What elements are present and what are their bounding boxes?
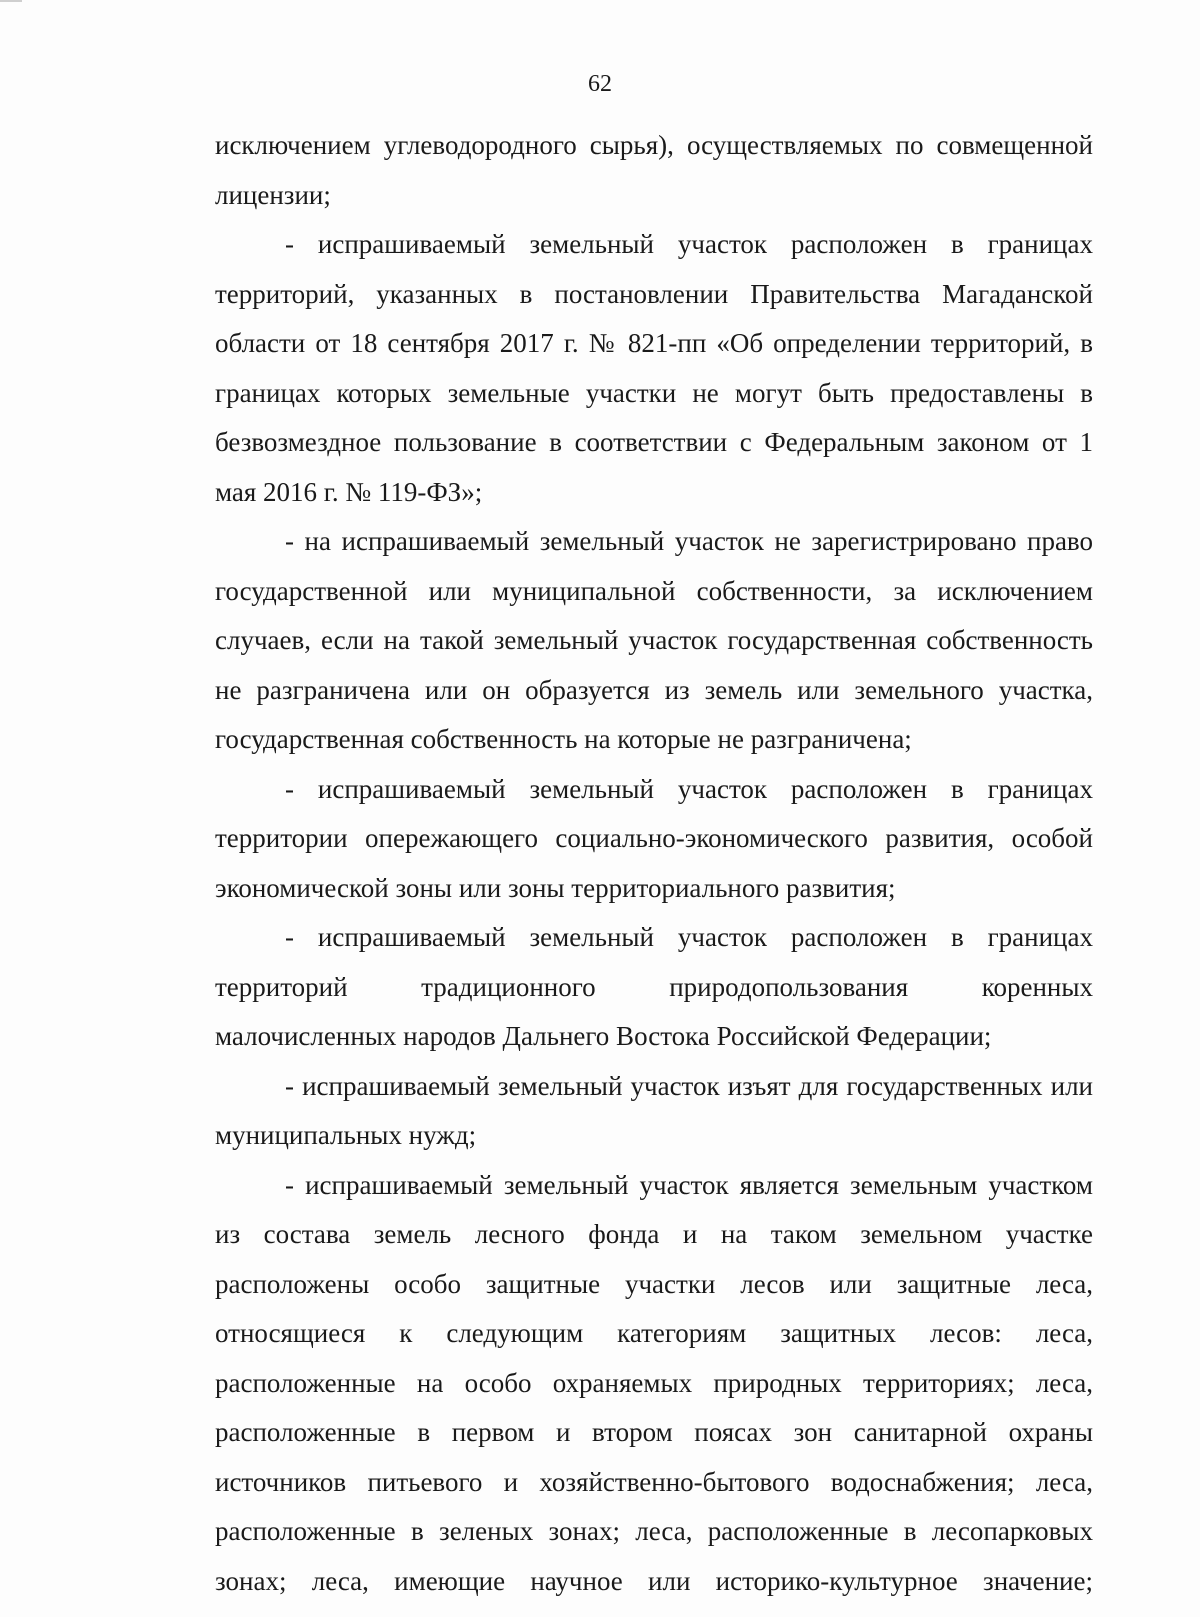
- text-line: муниципальных нужд;: [215, 1120, 477, 1150]
- text-line: территорий, указанных в постановлении Правительства Магаданской: [215, 278, 1093, 309]
- text-line: малочисленных народов Дальнего Востока Российской Федерации;: [215, 1021, 992, 1051]
- text-line: государственная собственность на которые не разграничена;: [215, 724, 912, 754]
- text-line: случаев, если на такой земельный участок государственная собственность: [215, 625, 1093, 655]
- text-line: исключением углеводородного сырья), осуществляемых по совмещенной: [215, 130, 1093, 160]
- text-line: расположенные на особо охраняемых природных территориях; леса,: [215, 1367, 1093, 1398]
- text-line: зонах; леса, имеющие научное или историко-культурное значение;: [215, 1565, 1093, 1596]
- text-line: источников питьевого и хозяйственно-бытового водоснабжения; леса,: [215, 1466, 1093, 1497]
- text-line: не разграничена или он образуется из земель или земельного участка,: [215, 674, 1093, 705]
- text-line: лицензии;: [215, 179, 331, 210]
- text-line: расположенные в зеленых зонах; леса, расположенные в лесопарковых: [215, 1516, 1093, 1546]
- text-line: - испрашиваемый земельный участок изъят для государственных или: [285, 1070, 1093, 1101]
- text-line: территории опережающего социально-экономического развития, особой: [215, 823, 1093, 853]
- text-line: из состава земель лесного фонда и на таком земельном участке: [215, 1219, 1093, 1249]
- text-line: области от 18 сентября 2017 г. № 821-пп «Об определении территорий, в: [215, 328, 1093, 358]
- text-line: границах которых земельные участки не могут быть предоставлены в: [215, 377, 1093, 408]
- text-line: - испрашиваемый земельный участок является земельным участком: [285, 1169, 1093, 1200]
- text-line: - испрашиваемый земельный участок расположен в границах: [285, 773, 1093, 804]
- text-line: - на испрашиваемый земельный участок не зарегистрировано право: [285, 526, 1093, 556]
- text-line: относящиеся к следующим категориям защитных лесов: леса,: [215, 1318, 1093, 1348]
- text-line: - испрашиваемый земельный участок расположен в границах: [285, 922, 1093, 952]
- document-body: [215, 121, 1093, 1606]
- scan-edge-mark: [0, 0, 22, 2]
- text-line: безвозмездное пользование в соответствии с Федеральным законом от 1: [215, 427, 1093, 457]
- text-line: расположенные в первом и втором поясах зон санитарной охраны: [215, 1417, 1093, 1447]
- text-line: расположены особо защитные участки лесов или защитные леса,: [215, 1268, 1093, 1299]
- text-line: - испрашиваемый земельный участок расположен в границах: [285, 229, 1093, 259]
- text-line: экономической зоны или зоны территориального развития;: [215, 872, 896, 903]
- text-line: государственной или муниципальной собственности, за исключением: [215, 575, 1093, 606]
- text-line: территорий традиционного природопользования коренных: [215, 971, 1093, 1002]
- page-number: 62: [588, 71, 612, 97]
- text-line: мая 2016 г. № 119-ФЗ»;: [215, 476, 483, 507]
